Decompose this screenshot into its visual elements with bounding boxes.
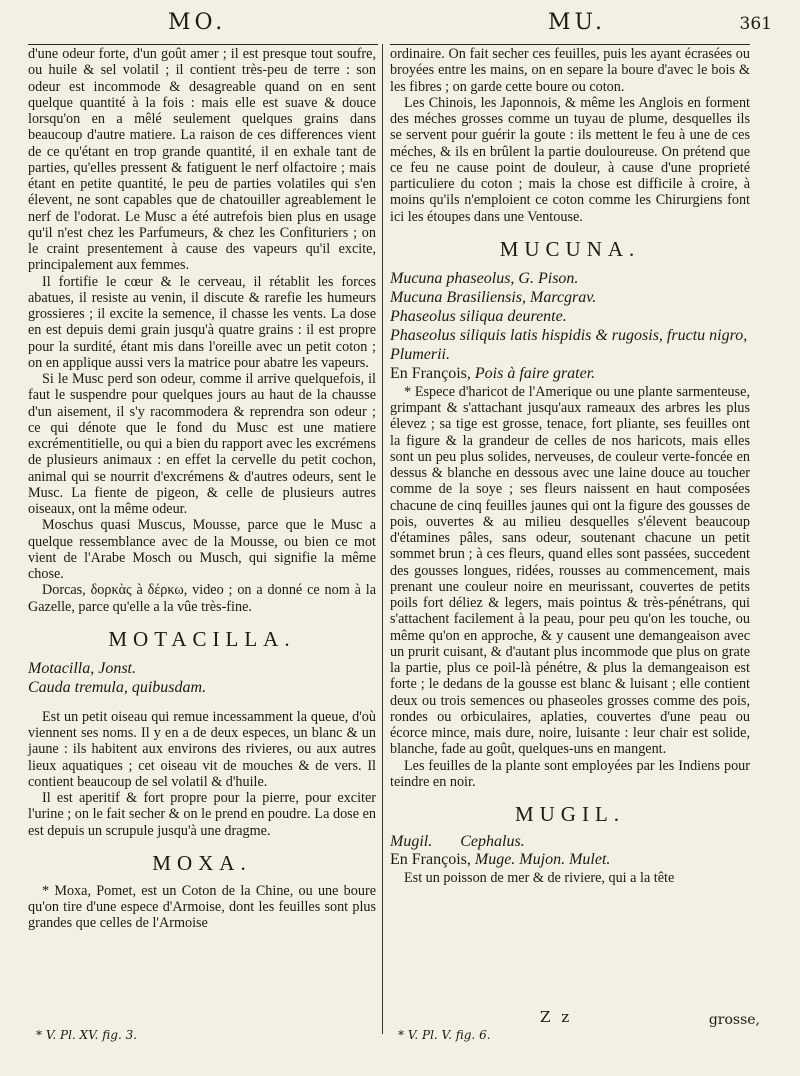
entry-heading-mucuna: MUCUNA. — [499, 236, 641, 261]
synonym-mucuna-4: Phaseolus siliquis latis hispidis & rugosis, fructu nigro, Plumerii. — [390, 326, 748, 363]
french-value: Pois à faire grater. — [474, 364, 596, 382]
running-head-left: MO. — [168, 10, 227, 35]
synonym-mucuna-2: Mucuna Brasiliensis, Marcgrav. — [390, 288, 597, 306]
signature-mark: Z z — [540, 1008, 573, 1026]
french-value: Muge. Mujon. Mulet. — [474, 851, 611, 869]
french-label: En François, — [390, 851, 471, 869]
synonym-mucuna-3: Phaseolus siliqua deurente. — [390, 307, 567, 325]
column-divider — [382, 44, 383, 1034]
moxa-paragraph-2: ordinaire. On fait secher ces feuilles, puis les ayant écrasées ou broyées entre les mains, on en separe la boure d'avec le bois & les fibres ; on garde cette boure ou coton. — [390, 46, 750, 95]
synonym-motacilla-1: Motacilla, Jonst. — [28, 659, 136, 677]
synonyms-mugil — [390, 834, 750, 850]
moxa-paragraph-1: * Moxa, Pomet, est un Coton de la Chine, ou une boure qu'on tire d'une espece d'Armoise, dont les feuilles sont plus grandes que celles de l'Armoise — [28, 882, 376, 932]
entry-heading-moxa: MOXA. — [152, 850, 252, 875]
synonym-mucuna-1: Mucuna phaseolus, G. Pison. — [390, 269, 579, 287]
musc-paragraph-2: Il fortifie le cœur & le cerveau, il rétablit les forces abatues, il resiste au venin, il discute & rarefie les humeurs grossieres ; il excite la semence, il chasse les vents. La dose en est depuis demi grain jusqu'à quatre grains : il est propre pour la surdité, étant mis dans l'oreille avec un petit coton ; on en applique aussi vers la matrice pour abatre les vapeurs. — [28, 273, 376, 371]
french-name-mugil — [390, 850, 750, 870]
running-head-right: MU. — [548, 10, 607, 35]
entry-heading-motacilla: MOTACILLA. — [108, 626, 296, 651]
french-name-mucuna — [390, 364, 750, 384]
header-rule-right — [390, 44, 750, 45]
mugil-paragraph-1: Est un poisson de mer & de riviere, qui a la tête — [404, 870, 675, 887]
motacilla-paragraph-2: Il est aperitif & fort propre pour la pierre, pour exciter l'urine ; on le fait secher & on le prend en poudre. La dose en est depuis un scrupule jusqu'à une dragme. — [28, 790, 376, 839]
synonym-motacilla-2: Cauda tremula, quibusdam. — [28, 678, 207, 696]
musc-paragraph-5: Dorcas, δορκὰς à δέρκω, video ; on a donné ce nom à la Gazelle, parce qu'elle a la vûe très-fine. — [28, 582, 376, 615]
footnote-left: * V. Pl. XV. fig. 3. — [36, 1028, 138, 1042]
musc-paragraph-4: Moschus quasi Muscus, Mousse, parce que le Musc a quelque ressemblance avec de la Mousse, ou bien ce mot vient de l'Arabe Mosch ou Musch, qui signifie la même chose. — [28, 517, 376, 582]
catchword: grosse, — [708, 1012, 760, 1028]
synonym-mugil-2: Cephalus. — [460, 833, 525, 850]
footnote-right: * V. Pl. V. fig. 6. — [398, 1028, 491, 1042]
page-number: 361 — [739, 14, 772, 34]
moxa-paragraph-3: Les Chinois, les Japonnois, & même les Anglois en forment des méches grosses comme un tuyau de plume, desquelles ils se servent pour guérir la goute : ils mettent le feu à une de ces méches, & ils en brûlent la partie douloureuse. On prétend que ce feu ne cause point de douleur, à cause d'une proprieté particuliere du coton ; mais la chose est difficile à croire, à moins qu'ils n'emploient ce coton comme les Chirurgiens font ici les étoupes dans une Ventouse. — [390, 94, 750, 225]
header-rule-left — [28, 44, 378, 45]
musc-paragraph-1: d'une odeur forte, d'un goût amer ; il est presque tout soufre, ou huile & sel volatil ; il contient très-peu de terre : son odeur est incommode & desagreable quand on en sent quelque quantité à la fois : mais elle est suave & douce lorsqu'on en a mêlé seulement quelques grains dans beaucoup d'autre matiere. La raison de ces differences vient de ce qu'étant en trop grande quantité, il en exhale tant de parties, qu'elles pressent & fatiguent le nerf olfactoire ; mais étant en petite quantité, le peu de parties volatiles qui s'en élevent, ne sont capables que de chatouiller agreablement le nerf de l'odorat. Le Musc a été autrefois bien plus en usage qu'il n'est chez les Parfumeurs, & chez les Confituriers ; on le craint presentement à cause des vapeurs qu'il excite, principalement aux femmes. — [28, 46, 376, 274]
mucuna-paragraph-2: Les feuilles de la plante sont employées par les Indiens pour teindre en noir. — [390, 757, 750, 790]
mucuna-paragraph-1: * Espece d'haricot de l'Amerique ou une plante sarmenteuse, grimpant & s'attachant jusqu'aux rameaux des arbres les plus élevez ; sa tige est grosse, tenace, fort pliante, ses feuilles ont la figure & la grandeur de celles de nos haricots, mais elles sont un peu plus solides, nerveuses, de couleur verte-foncée en dessus & blanche en dessous avec une laine douce au toucher comme de la soye ; ses fleurs naissent en haut composées chacune de cinq feuilles jaunes qui ont la figure des gousses de pois, ouvertes & au milieu desquelles s'élevent beaucoup d'étamines pâles, sans odeur, soutenant chacune un petit sommet brun ; à ces fleurs, quand elles sont passées, succedent des gousses longues, ridées, rousses au commencement, mais prenant une couleur noire en meurissant, couvertes de petits poils fort déliez & legers, mais pointus & très-pénétrans, qui s'attachent facilement à la peau, pour peu qu'on les touche, ou même qu'on en approche, & y causent une demangeaison avec un prurit cuisant, & d'autant plus incommode que plus on grate la partie, plus ce poil-là pénétre, & plus la demangeaison est forte ; le dedans de la gousse est blanc & luisant ; elle contient deux ou trois semences ou phaseoles grosses comme des pois, rondes ou orbiculaires, aplaties, couvertes d'une peau ou écorce mince, mais dure, noire, luisante : leur chair est solide, blanche, fade au goût, quelques-uns en mangent. — [390, 383, 750, 758]
right-column — [390, 46, 750, 887]
left-column — [28, 46, 376, 932]
synonym-mugil-1: Mugil. — [390, 833, 433, 850]
french-label: En François, — [390, 364, 471, 382]
motacilla-paragraph-1: Est un petit oiseau qui remue incessamment la queue, d'où viennent ses noms. Il y en a de deux especes, un blanc & un jaune : ils habitent aux environs des rivieres, ou aux autres lieux aquatiques ; cet oiseau vit de mouches & de vers. Il contient beaucoup de sel volatil & d'huile. — [28, 708, 376, 790]
entry-heading-mugil: MUGIL. — [514, 802, 626, 826]
musc-paragraph-3: Si le Musc perd son odeur, comme il arrive quelquefois, il faut le suspendre pour quelques jours au haut de la chausse d'un aisement, il s'y racommodera & reprendra son odeur ; ce qui dénote que le fond du Musc est une matiere excrémentitielle, ou qui a bien du rapport avec les excrémens de plusieurs animaux : en effet la cervelle du petit cochon, animal qui se nourrit d'excrémens & d'autres odeurs, sent le Musc. La fiente de pigeon, & celle de plusieurs autres oiseaux, ont la même odeur. — [28, 371, 376, 517]
